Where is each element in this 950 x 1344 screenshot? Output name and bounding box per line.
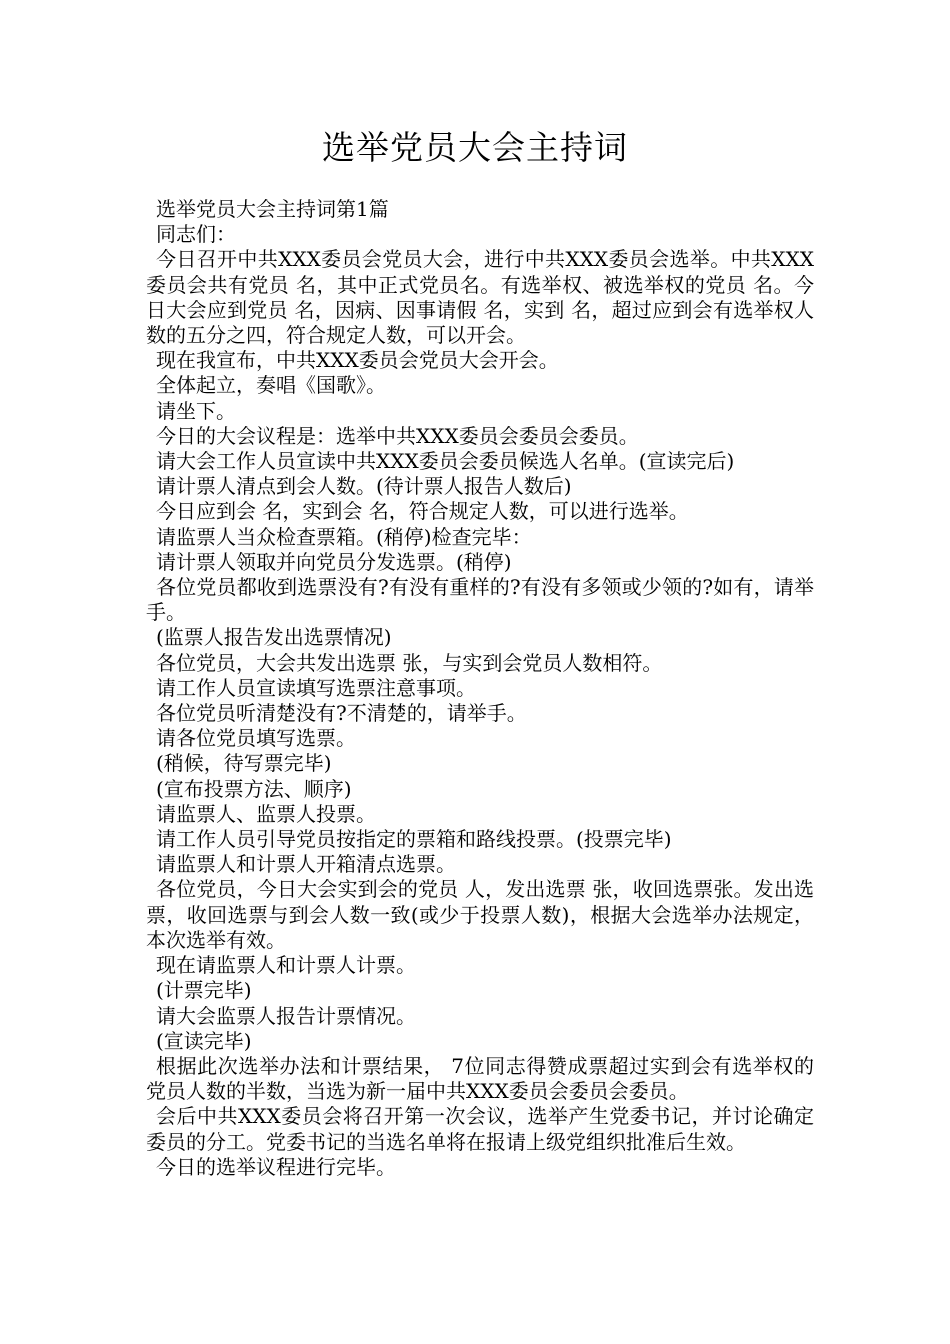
paragraph: 请工作人员引导党员按指定的票箱和路线投票。(投票完毕)	[156, 827, 672, 852]
paragraph: 选举党员大会主持词第1篇	[156, 197, 389, 221]
paragraph: 会后中共XXX委员会将召开第一次会议，选举产生党委书记，并讨论确定委员的分工。党委书记的当选名单将在报请上级党组织批准后生效。	[146, 1104, 814, 1154]
paragraph: 根据此次选举办法和计票结果， 7位同志得赞成票超过实到会有选举权的党员人数的半数，当选为新一届中共XXX委员会委员会委员。	[146, 1053, 814, 1104]
paragraph: (宣布投票方法、顺序)	[156, 776, 352, 801]
paragraph: 现在我宣布，中共XXX委员会党员大会开会。	[156, 348, 559, 373]
document-body	[146, 197, 814, 1180]
paragraph: 请各位党员填写选票。	[156, 726, 356, 751]
paragraph: 请计票人清点到会人数。(待计票人报告人数后)	[156, 474, 572, 499]
paragraph: 同志们：	[156, 222, 236, 247]
paragraph: 请监票人当众检查票箱。(稍停)检查完毕：	[156, 524, 532, 549]
paragraph: 请坐下。	[156, 398, 236, 423]
paragraph: 今日应到会 名，实到会 名，符合规定人数，可以进行选举。	[156, 499, 689, 524]
paragraph: (监票人报告发出选票情况)	[156, 625, 392, 650]
paragraph: 请计票人领取并向党员分发选票。(稍停)	[156, 549, 512, 574]
paragraph: 请监票人、监票人投票。	[156, 801, 376, 826]
paragraph: 各位党员，今日大会实到会的党员 人，发出选票 张，收回选票张。发出选票，收回选票与到会人数一致(或少于投票人数)，根据大会选举办法规定，本次选举有效。	[146, 877, 814, 952]
document-title: 选举党员大会主持词	[322, 128, 628, 167]
paragraph: (稍候，待写票完毕)	[156, 751, 332, 776]
paragraph: 今日召开中共XXX委员会党员大会，进行中共XXX委员会选举。中共XXX委员会共有党员 名，其中正式党员名。有选举权、被选举权的党员 名。今日大会应到党员 名，因病、因事请假 名，实到 名，超过应到会有选举权人数的五分之四，符合规定人数，可以开会。	[146, 247, 814, 348]
paragraph: 全体起立，奏唱《国歌》。	[156, 373, 386, 398]
paragraph: (宣读完毕)	[156, 1028, 252, 1053]
paragraph: 各位党员，大会共发出选票 张，与实到会党员人数相符。	[156, 650, 663, 675]
paragraph: 今日的大会议程是：选举中共XXX委员会委员会委员。	[156, 423, 639, 448]
paragraph: 各位党员听清楚没有?不清楚的，请举手。	[156, 701, 527, 726]
paragraph: 今日的选举议程进行完毕。	[156, 1154, 396, 1179]
paragraph: 现在请监票人和计票人计票。	[156, 953, 416, 978]
paragraph: 请监票人和计票人开箱清点选票。	[156, 852, 456, 877]
paragraph: 请大会监票人报告计票情况。	[156, 1003, 416, 1028]
paragraph: 各位党员都收到选票没有?有没有重样的?有没有多领或少领的?如有，请举手。	[146, 575, 814, 625]
paragraph: (计票完毕)	[156, 978, 252, 1003]
paragraph: 请工作人员宣读填写选票注意事项。	[156, 675, 476, 700]
paragraph: 请大会工作人员宣读中共XXX委员会委员候选人名单。(宣读完后)	[156, 449, 735, 474]
